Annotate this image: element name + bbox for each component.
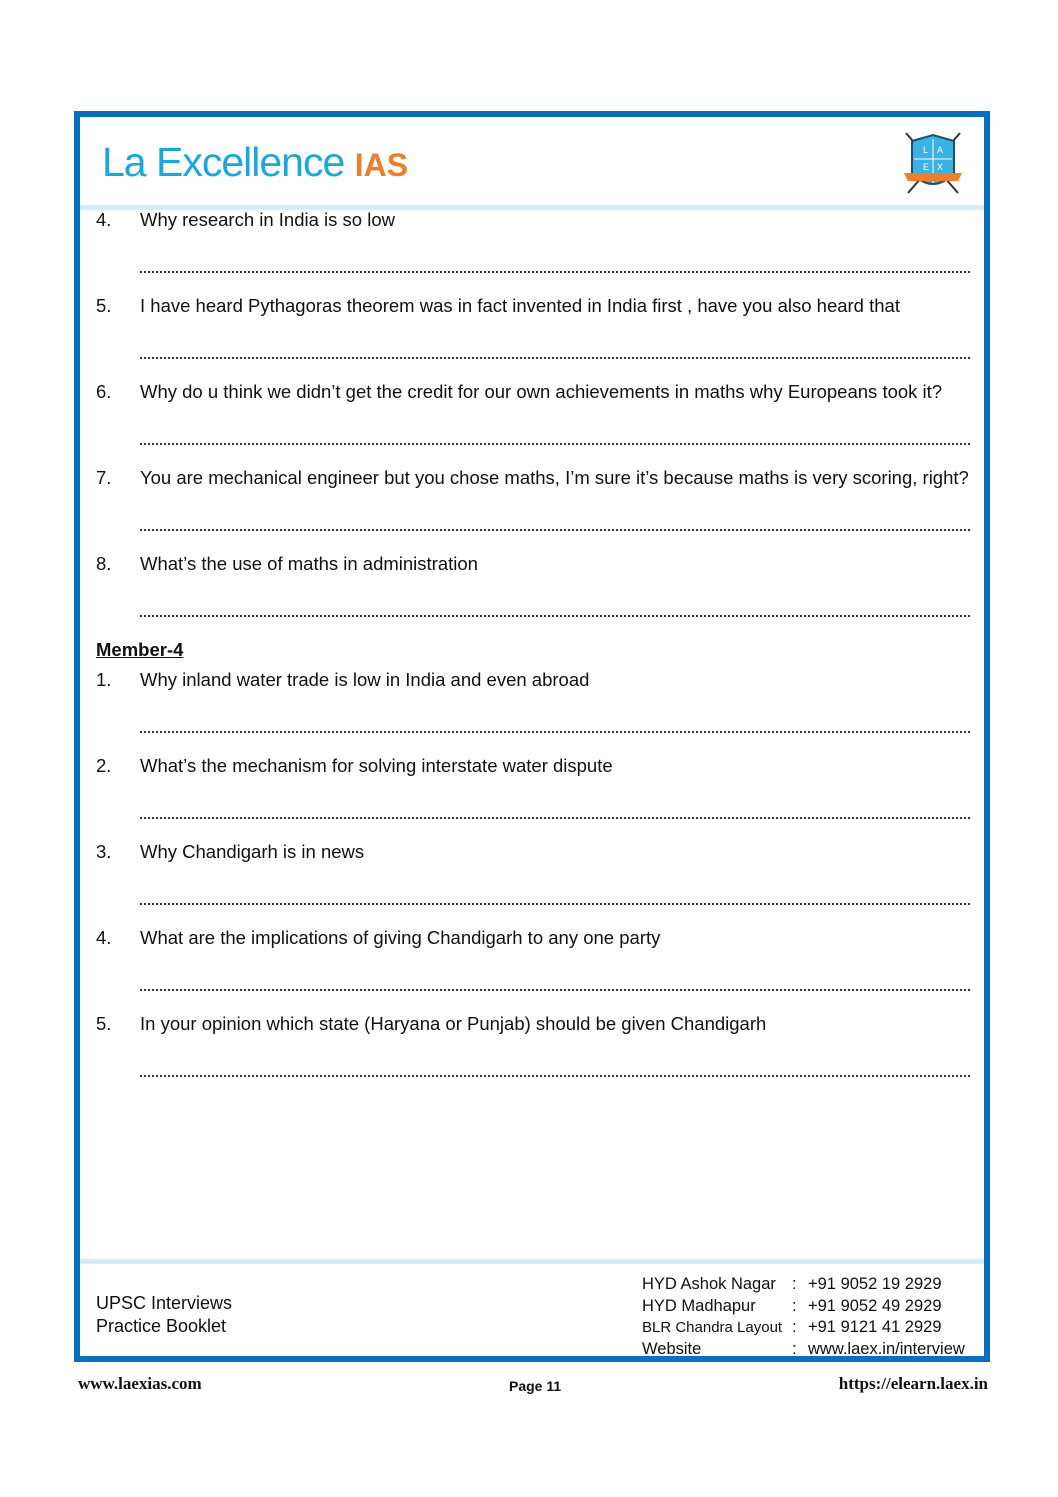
answer-line [140,257,970,273]
header [80,117,984,210]
question-text: What’s the use of maths in administration [140,553,478,574]
elearn-link[interactable]: https://elearn.laex.in [838,1374,988,1393]
svg-text:A: A [937,145,944,155]
contact-label: HYD Madhapur [642,1296,756,1315]
answer-line [140,889,970,905]
question-text: I have heard Pythagoras theorem was in fact invented in India first , have you also heard that [140,295,900,316]
question-number: 1. [96,669,112,690]
page-frame [74,111,990,1362]
question-number: 5. [96,1013,112,1034]
question-number: 5. [96,295,112,316]
contact-list [642,1274,965,1360]
contact-row [642,1339,965,1361]
question-number: 2. [96,755,112,776]
website-link[interactable]: www.laex.in/interview [808,1339,965,1358]
answer-line [140,803,970,819]
contact-label: HYD Ashok Nagar [642,1275,776,1293]
question-item [96,291,970,359]
question-number: 8. [96,553,112,574]
booklet-line: UPSC Interviews [96,1293,233,1313]
answer-line [140,717,970,733]
svg-text:E: E [923,162,930,172]
answer-line [140,975,970,991]
answer-line [140,343,970,359]
contact-sep: : [792,1296,797,1315]
svg-text:L: L [923,145,929,155]
contact-label: Website [642,1339,702,1358]
answer-line [140,1061,970,1077]
booklet-title [96,1292,232,1338]
contact-value: +91 9052 19 2929 [808,1275,942,1293]
question-item [96,751,970,819]
question-number: 4. [96,209,112,230]
question-item [96,837,970,905]
section-heading: Member-4 [96,639,184,660]
question-text: Why research in India is so low [140,209,395,230]
question-number: 4. [96,927,112,948]
contact-row [642,1317,965,1339]
crest-logo-icon [902,131,964,197]
contact-sep: : [792,1339,797,1358]
question-text: Why Chandigarh is in news [140,841,365,862]
question-list [96,205,970,617]
booklet-line: Practice Booklet [96,1316,227,1336]
page-number: Page 11 [509,1378,562,1394]
brand-name: La Excellence [102,139,345,185]
question-number: 7. [96,467,112,488]
answer-line [140,429,970,445]
question-item [96,923,970,991]
contact-label: BLR Chandra Layout [642,1319,783,1336]
question-text: What’s the mechanism for solving interstate water dispute [140,755,613,776]
question-item [96,1009,970,1077]
question-text: In your opinion which state (Haryana or Punjab) should be given Chandigarh [140,1013,767,1034]
brand-suffix: IAS [354,147,409,183]
contact-value: +91 9121 41 2929 [808,1318,942,1336]
site-link[interactable]: www.laexias.com [78,1374,202,1393]
question-item [96,549,970,617]
question-text: Why inland water trade is low in India and even abroad [140,669,590,690]
question-item [96,665,970,733]
question-item [96,205,970,273]
question-number: 6. [96,381,112,402]
contact-row [642,1296,965,1318]
svg-text:X: X [937,162,944,172]
question-number: 3. [96,841,112,862]
answer-line [140,601,970,617]
question-text: What are the implications of giving Chandigarh to any one party [140,927,661,948]
contact-sep: : [792,1275,797,1293]
question-item [96,377,970,445]
question-list [96,665,970,1077]
brand-logo [102,139,408,186]
question-text: Why do u think we didn’t get the credit for our own achievements in maths why Europeans took it? [140,381,943,402]
footer [80,1259,984,1361]
answer-line [140,515,970,531]
question-text: You are mechanical engineer but you chose maths, I’m sure it’s because maths is very scoring, right? [140,467,969,488]
question-item [96,463,970,531]
question-content [96,205,970,1095]
contact-row [642,1274,965,1296]
contact-sep: : [792,1318,797,1336]
contact-value: +91 9052 49 2929 [808,1296,942,1315]
